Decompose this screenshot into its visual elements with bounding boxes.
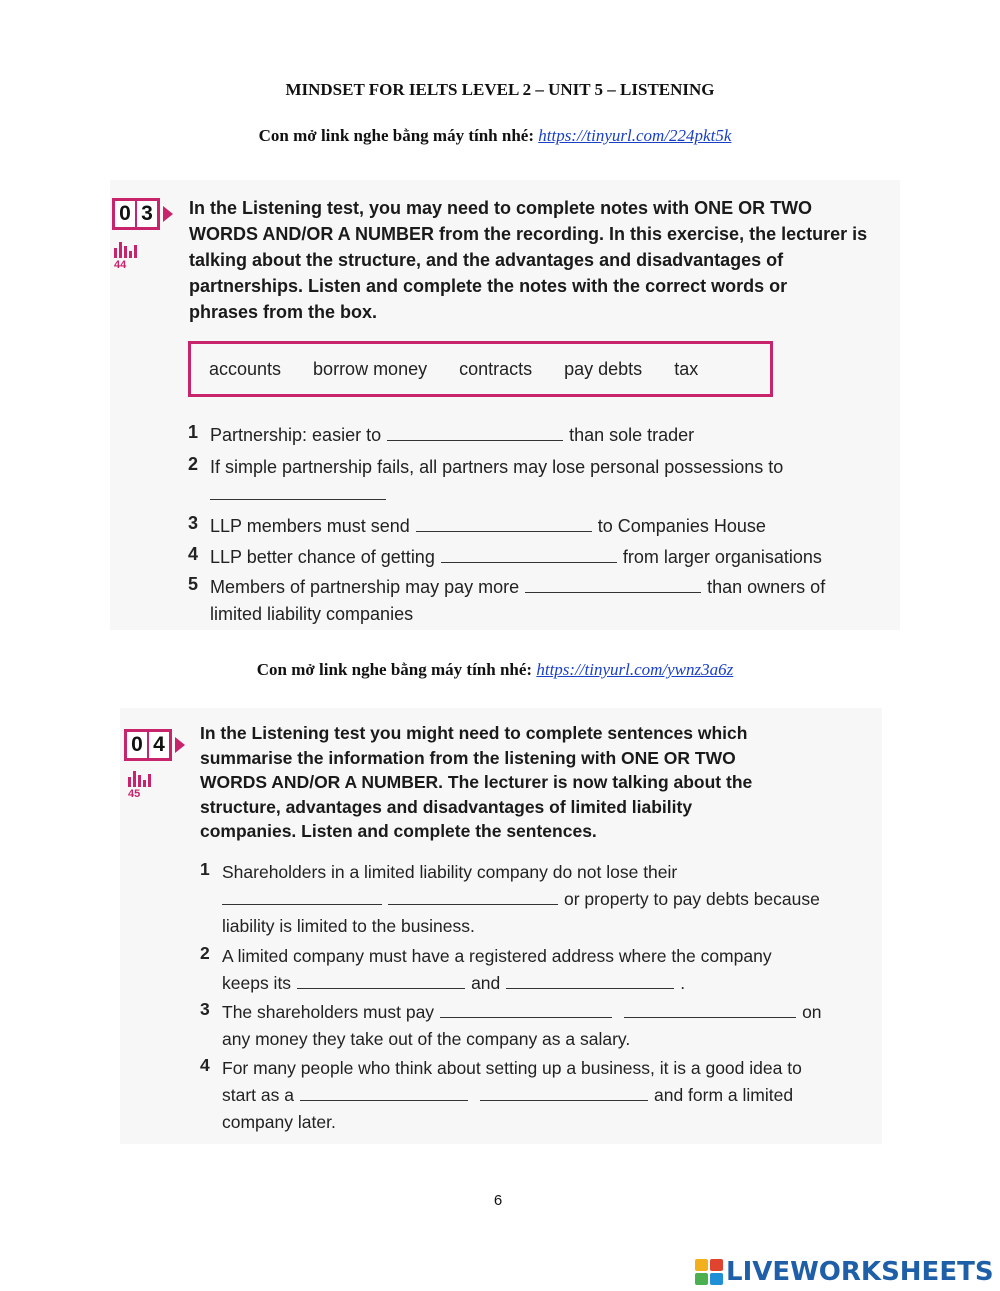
item-text: and [471,973,501,993]
answer-blank[interactable] [441,544,617,563]
exercise-digit: 0 [119,202,131,225]
instruction-line: In the Listening test, you may need to complete notes with ONE OR TWO [189,198,813,218]
item-text: Shareholders in a limited liability company do not lose their [222,862,678,882]
item-number: 2 [200,943,210,963]
item-text: liability is limited to the business. [222,916,475,936]
exercise-03-items [188,422,898,628]
answer-blank[interactable] [525,574,701,593]
instruction-line: companies. Listen and complete the sentences. [200,821,597,841]
listening-link-1[interactable]: https://tinyurl.com/224pkt5k [538,126,732,145]
item-text: and form a limited [653,1085,794,1105]
logo-text: LIVEWORKSHEETS [726,1257,994,1287]
list-item [188,422,898,454]
item-text: Members of partnership may pay more [210,577,520,597]
word-box-item: borrow money [313,358,428,379]
instruction-line: WORDS AND/OR A NUMBER. The lecturer is now talking about the [200,772,753,792]
play-icon[interactable] [163,206,173,222]
item-text: company later. [222,1112,336,1132]
answer-blank[interactable] [222,886,382,905]
exercise-digit: 4 [147,732,169,758]
item-text: keeps its [222,973,292,993]
liveworksheets-logo-icon [695,1259,723,1285]
instruction-line: partnerships. Listen and complete the notes with the correct words or [189,276,788,296]
item-text: LLP better chance of getting [210,547,435,567]
audio-bars-icon [114,240,142,258]
instruction-line: talking about the structure, and the advantages and disadvantages of [189,250,784,270]
list-item [200,1055,880,1136]
answer-blank[interactable] [387,422,563,441]
word-box [188,341,773,397]
item-text: A limited company must have a registered address where the company [222,946,772,966]
item-text: any money they take out of the company as a salary. [222,1029,631,1049]
instruction-line: structure, advantages and disadvantages of limited liability [200,796,693,817]
item-text: limited liability companies [210,604,414,624]
link-prefix: Con mở link nghe bằng máy tính nhé: [258,126,534,145]
track-number: 45 [128,788,141,800]
item-text: from larger organisations [622,547,822,567]
page-title: MINDSET FOR IELTS LEVEL 2 – UNIT 5 – LISTENING [285,80,715,99]
item-text: If simple partnership fails, all partners may lose personal possessions to [210,457,784,477]
item-number: 3 [200,999,210,1019]
list-item [188,454,898,513]
exercise-04-number [124,729,185,761]
item-text: For many people who think about setting up a business, it is a good idea to [222,1058,802,1078]
instruction-line: In the Listening test you might need to complete sentences which [200,723,748,743]
exercise-digit: 0 [131,733,143,756]
item-text: LLP members must send [210,516,410,536]
item-text: than owners of [707,577,826,597]
exercise-digit: 3 [135,201,157,227]
instruction-line: phrases from the box. [189,302,378,322]
item-number: 4 [200,1055,210,1075]
word-box-item: contracts [459,358,533,379]
play-icon[interactable] [175,737,185,753]
item-text: The shareholders must pay [222,1002,435,1022]
answer-blank[interactable] [297,970,465,989]
exercise-03-instruction [189,195,899,325]
item-text: or property to pay debts because [564,889,820,909]
track-number: 44 [114,259,127,271]
word-box-item: pay debts [564,358,643,379]
exercise-04-items [200,859,880,1136]
item-text: on [802,1002,822,1022]
word-box-item: accounts [209,358,282,379]
item-number: 1 [188,422,199,442]
listening-link-2[interactable]: https://tinyurl.com/ywnz3a6z [536,660,734,679]
answer-blank[interactable] [480,1082,648,1101]
answer-blank[interactable] [300,1082,468,1101]
listening-link-line-2 [0,660,990,680]
item-number: 2 [188,454,199,474]
item-text: start as a [222,1085,294,1105]
list-item [188,544,898,574]
exercise-03-number [112,198,173,230]
list-item [200,859,880,943]
list-item [188,513,898,544]
item-number: 5 [188,574,199,594]
item-number: 4 [188,544,199,564]
answer-blank[interactable] [506,970,674,989]
audio-track-03 [114,240,142,271]
item-number: 3 [188,513,199,533]
liveworksheets-logo [695,1258,994,1286]
item-text: Partnership: easier to [210,425,382,445]
instruction-line: WORDS AND/OR A NUMBER from the recording. In this exercise, the lecturer is [189,224,868,244]
instruction-line: summarise the information from the listening with ONE OR TWO [200,747,736,768]
answer-blank[interactable] [624,999,796,1018]
list-item [200,999,880,1055]
list-item [188,574,898,628]
answer-blank[interactable] [210,481,386,500]
word-box-item: tax [674,358,699,379]
list-item [200,943,880,999]
link-prefix: Con mở link nghe bằng máy tính nhé: [256,660,533,679]
exercise-04-instruction [200,721,880,844]
item-text: than sole trader [569,425,695,445]
audio-track-04 [128,769,156,800]
answer-blank[interactable] [388,886,558,905]
answer-blank[interactable] [416,513,592,532]
listening-link-line-1 [0,126,990,146]
audio-bars-icon [128,769,156,787]
item-text: . [680,973,686,993]
answer-blank[interactable] [440,999,612,1018]
item-number: 1 [200,859,210,879]
page-number: 6 [493,1192,503,1209]
item-text: to Companies House [597,516,766,536]
